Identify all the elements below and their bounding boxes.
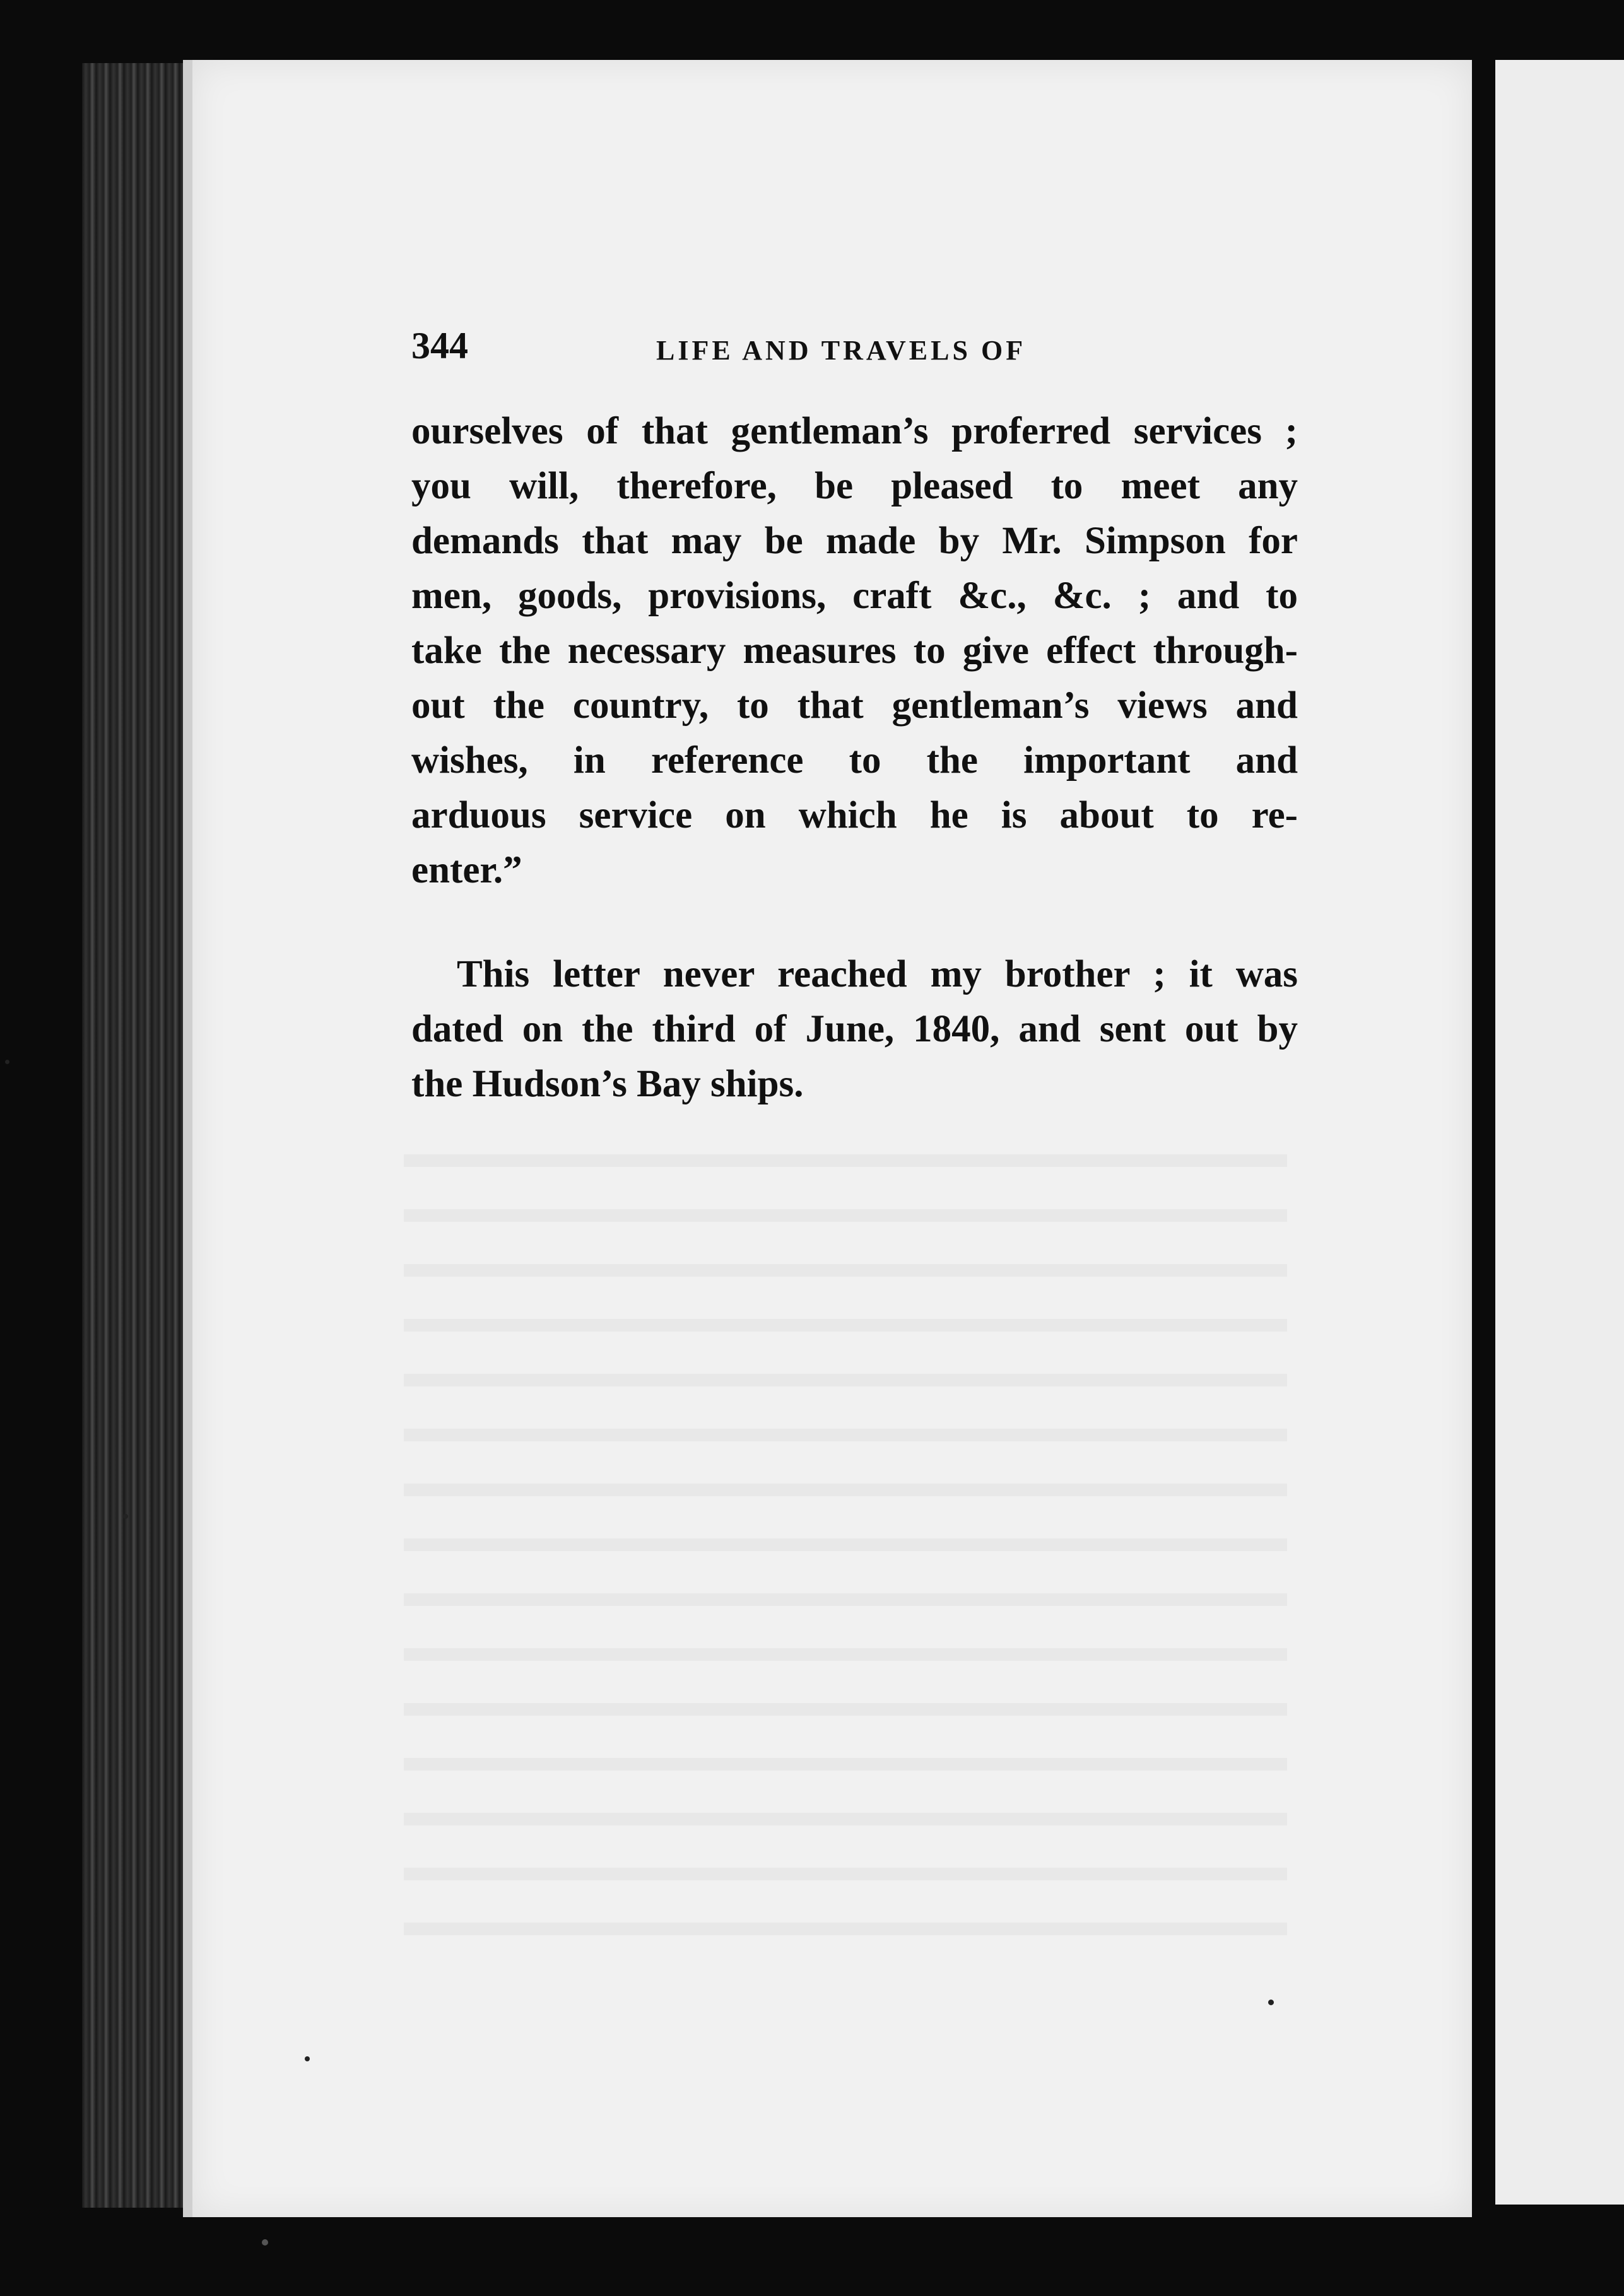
text-line: you will, therefore, be pleased to meet any [411, 465, 1298, 507]
book-binding [82, 63, 192, 2208]
paragraph-2 [411, 947, 1298, 1111]
paragraph-1 [411, 404, 1298, 898]
dust-speck [5, 1060, 9, 1064]
text-line: enter.” [411, 849, 522, 891]
binding-edge [183, 60, 193, 2217]
text-line: men, goods, provisions, craft &c., &c. ; and to [411, 575, 1298, 617]
page-number: 344 [411, 325, 468, 366]
dust-speck [262, 2239, 268, 2246]
dust-speck [305, 2056, 310, 2061]
running-title: LIFE AND TRAVELS OF [656, 335, 1027, 366]
text-line: out the country, to that gentleman’s views and [411, 684, 1298, 727]
paragraph-gap [411, 898, 1298, 947]
dust-speck [1268, 2000, 1274, 2005]
text-line: arduous service on which he is about to re- [411, 794, 1298, 836]
text-line: wishes, in reference to the important and [411, 739, 1298, 782]
text-line: take the necessary measures to give effect through- [411, 630, 1298, 672]
dust-speck [123, 1514, 128, 1519]
text-line: demands that may be made by Mr. Simpson for [411, 520, 1298, 562]
facing-page [1495, 60, 1624, 2205]
text-line: This letter never reached my brother ; it was [457, 953, 1298, 995]
body-text [411, 404, 1298, 1111]
bleed-through-text [404, 1123, 1287, 1943]
text-line: the Hudson’s Bay ships. [411, 1063, 804, 1105]
page-gutter [1472, 50, 1495, 2227]
text-line: ourselves of that gentleman’s proferred services ; [411, 410, 1298, 452]
text-line: dated on the third of June, 1840, and sent out by [411, 1008, 1298, 1050]
running-head [411, 322, 1298, 385]
